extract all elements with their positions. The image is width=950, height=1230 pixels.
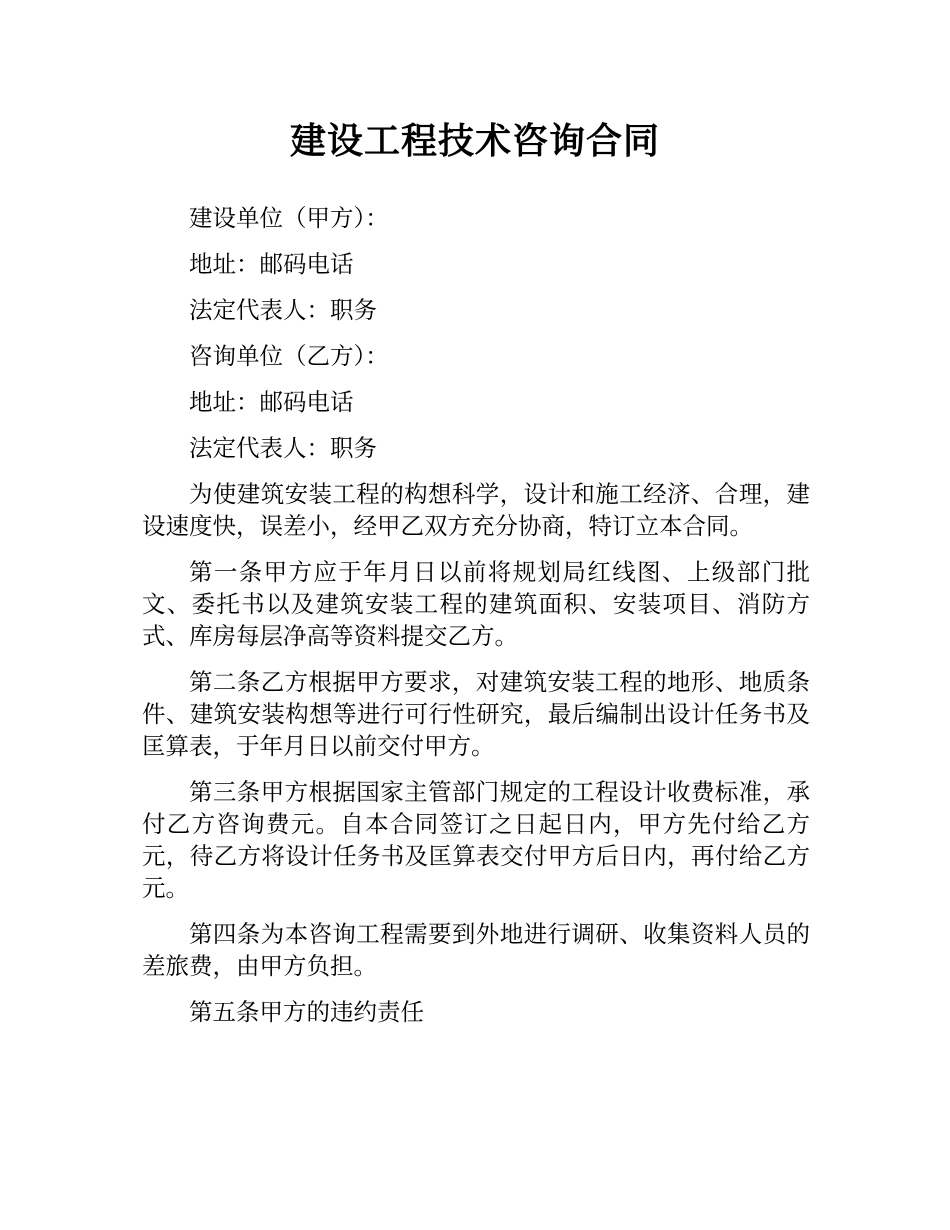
article-4-paragraph: 第四条为本咨询工程需要到外地进行调研、收集资料人员的差旅费，由甲方负担。 (142, 920, 810, 980)
preamble-paragraph: 为使建筑安装工程的构想科学，设计和施工经济、合理，建设速度快，误差小，经甲乙双方充分协商，特订立本合同。 (142, 480, 810, 540)
party-a-name-line: 建设单位（甲方）： (189, 204, 389, 232)
article-1-paragraph: 第一条甲方应于年月日以前将规划局红线图、上级部门批文、委托书以及建筑安装工程的建筑面积、安装项目、消防方式、库房每层净高等资料提交乙方。 (142, 558, 810, 650)
document-title: 建设工程技术咨询合同 (289, 121, 660, 162)
party-b-representative-line: 法定代表人：职务 (189, 434, 377, 462)
party-b-name-line: 咨询单位（乙方）： (189, 342, 389, 370)
article-2-paragraph: 第二条乙方根据甲方要求，对建筑安装工程的地形、地质条件、建筑安装构想等进行可行性研究，最后编制出设计任务书及匡算表，于年月日以前交付甲方。 (142, 668, 810, 760)
party-a-representative-line: 法定代表人：职务 (189, 296, 377, 324)
article-3-paragraph: 第三条甲方根据国家主管部门规定的工程设计收费标准，承付乙方咨询费元。自本合同签订之日起日内，甲方先付给乙方元，待乙方将设计任务书及匡算表交付甲方后日内，再付给乙方元。 (142, 778, 810, 902)
party-a-address-line: 地址：邮码电话 (189, 250, 354, 278)
article-5-heading: 第五条甲方的违约责任 (189, 998, 424, 1026)
document-body (142, 202, 810, 1042)
party-b-address-line: 地址：邮码电话 (189, 388, 354, 416)
